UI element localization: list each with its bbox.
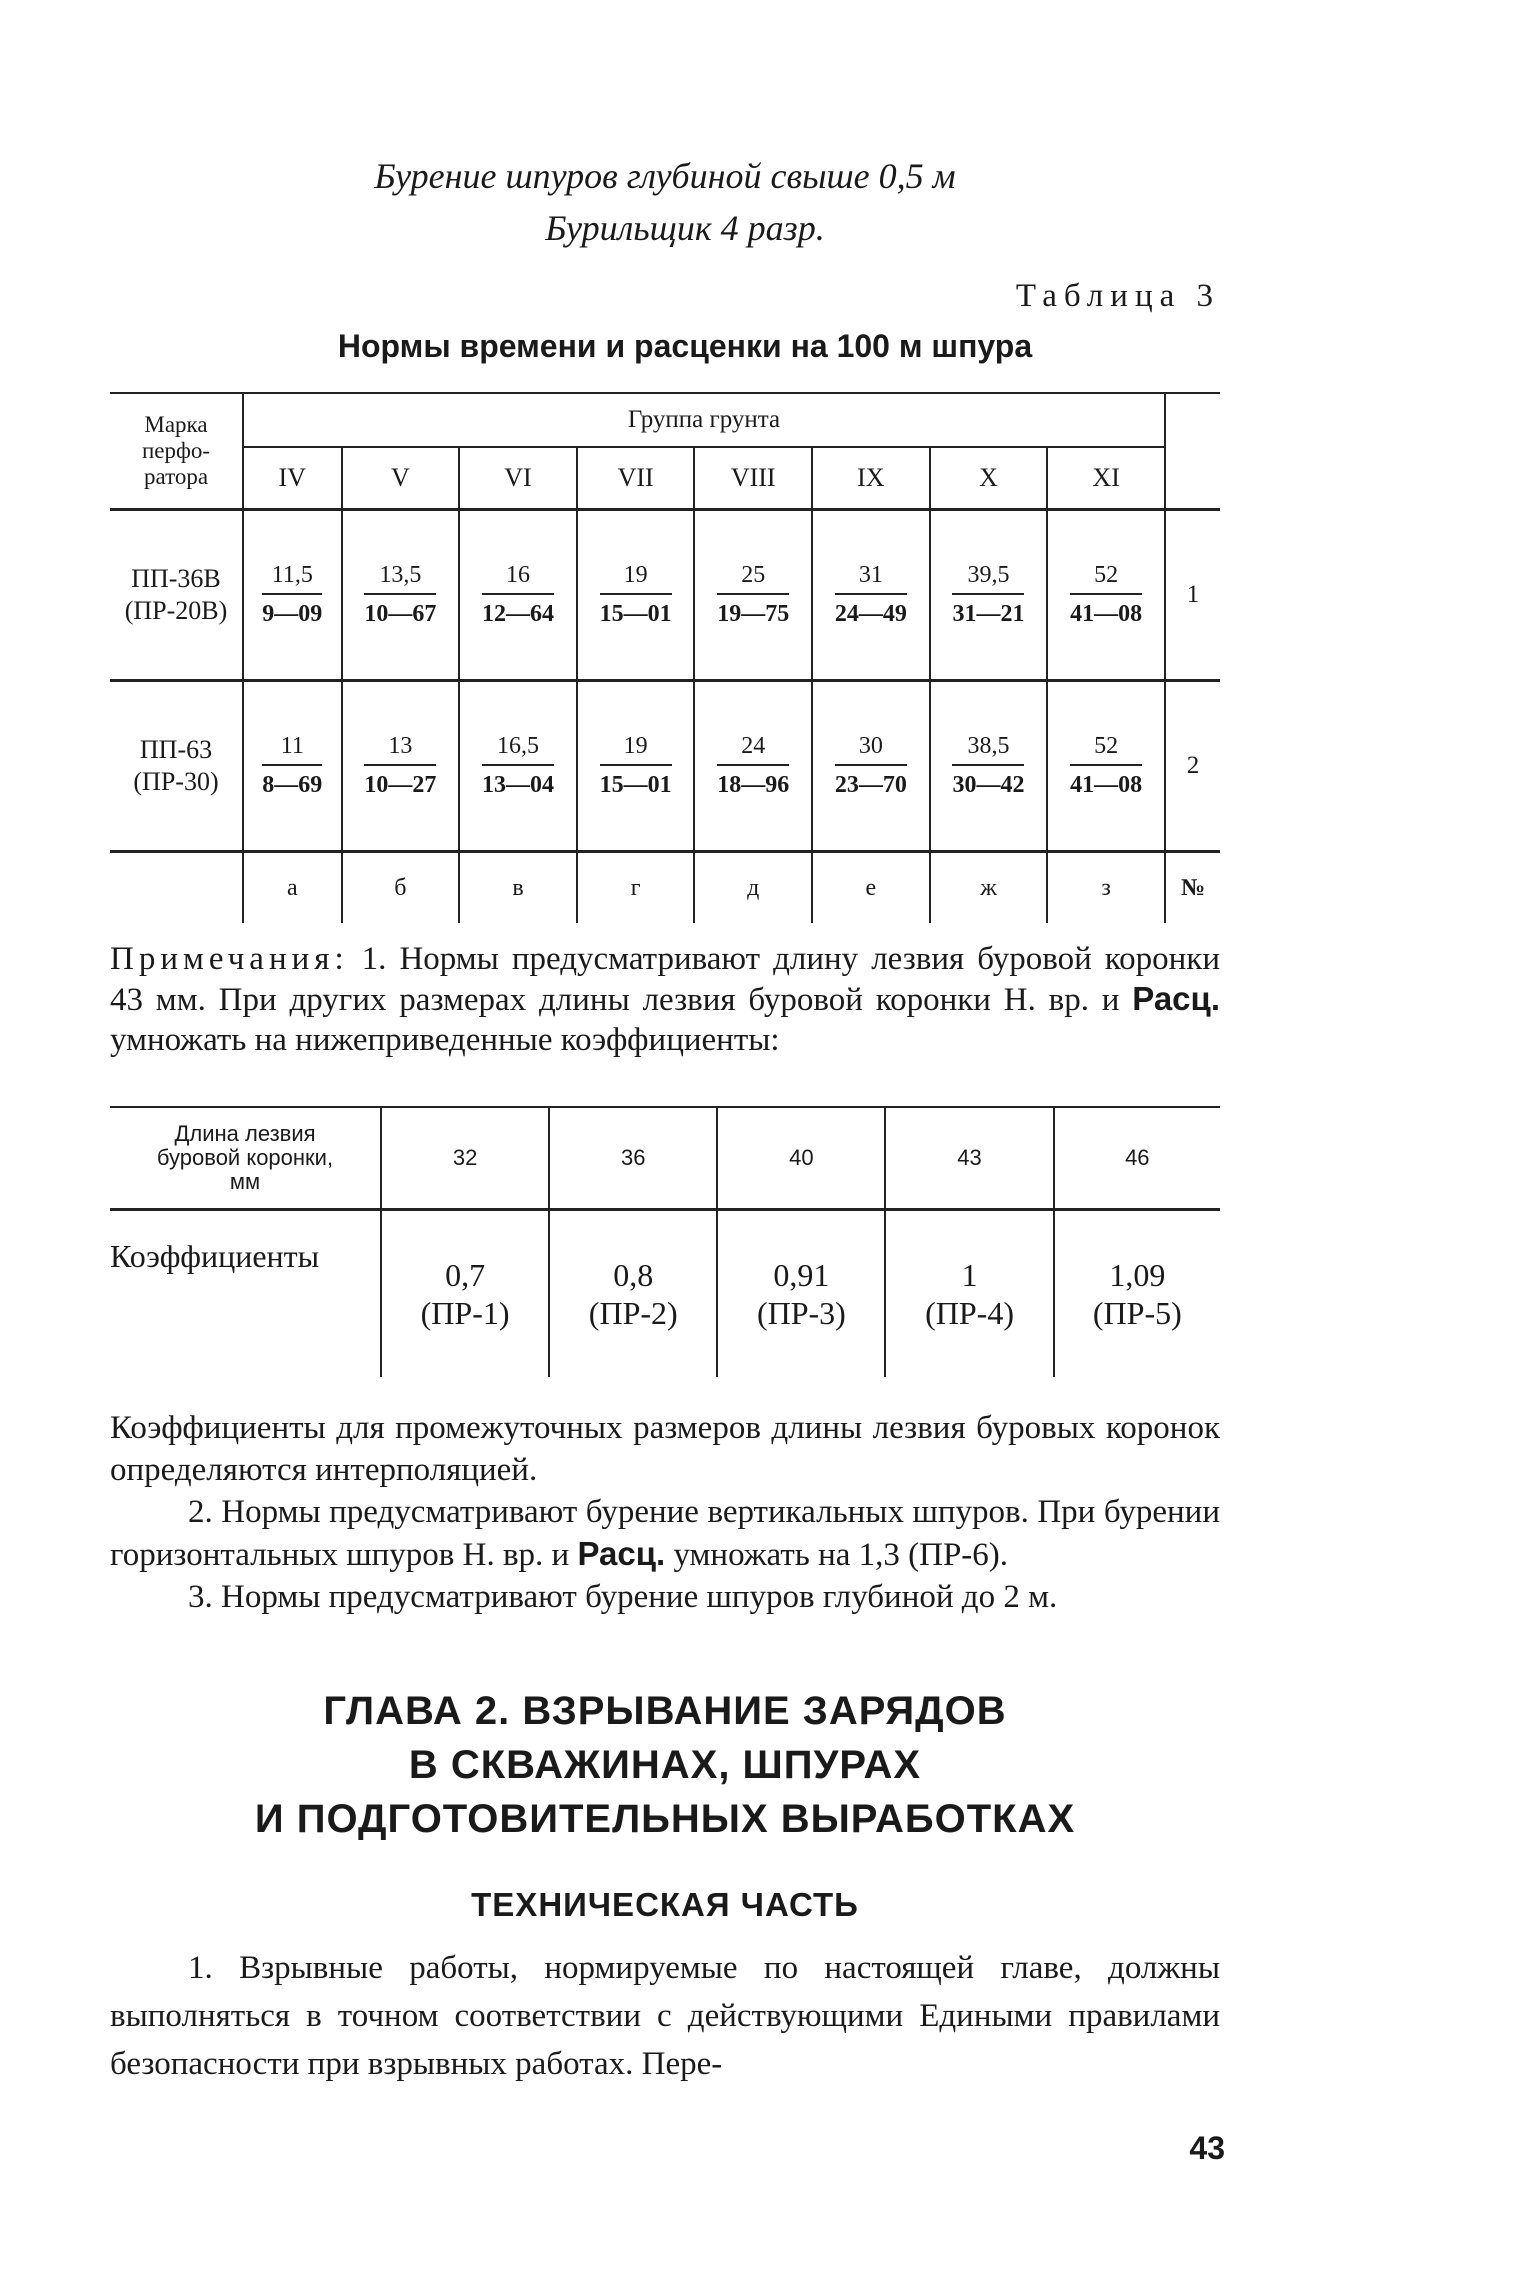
table-row [110,510,1220,681]
section-title: ТЕХНИЧЕСКАЯ ЧАСТЬ [471,1886,859,1923]
coeff-value: 0,7 [445,1257,486,1293]
coeff-cell [885,1210,1053,1378]
price-value: 41—08 [1070,601,1143,627]
norm-value: 13,5 [364,562,436,595]
letter-e: е [812,852,930,924]
after-notes [110,1407,1220,1618]
norm-value: 16,5 [482,733,554,766]
norm-value: 52 [1070,733,1142,766]
norm-value: 25 [717,562,789,595]
length-value: 43 [885,1107,1053,1210]
table-label: Таблица 3 [1015,278,1220,314]
length-value: 32 [381,1107,549,1210]
letter-zh: ж [930,852,1048,924]
coeff-code: (ПР-4) [925,1295,1014,1331]
coeff-cell [549,1210,717,1378]
chapter-title [110,1684,1220,1846]
chapter-title-l1: ГЛАВА 2. ВЗРЫВАНИЕ ЗАРЯДОВ [323,1689,1007,1733]
coeff-code: (ПР-2) [588,1295,678,1331]
letter-b: б [342,852,460,924]
norm-value: 30 [835,733,907,766]
norm-value: 19 [600,562,672,595]
norm-value: 11,5 [262,562,322,595]
note-2 [110,1491,1220,1576]
note-2-part-b: умножать на 1,3 (ПР-6). [665,1537,1009,1573]
notes-label: Примечания: [110,941,349,977]
price-value: 19—75 [717,601,790,627]
price-value: 10—67 [364,601,437,627]
norm-cell [694,681,812,852]
norm-cell [1047,510,1165,681]
chapter-title-l2: В СКВАЖИНАХ, ШПУРАХ [408,1743,922,1787]
group-header: Группа грунта [243,393,1165,447]
brand-header-l2: перфо- [141,438,211,463]
norm-value: 52 [1070,562,1142,595]
subheading-drilling: Бурение шпуров глубиной свыше 0,5 м [374,156,956,196]
norm-cell [577,510,695,681]
price-value: 23—70 [834,772,907,798]
length-value: 40 [717,1107,885,1210]
price-value: 31—21 [952,601,1025,627]
norm-cell [459,681,577,852]
page-number: 43 [1189,2130,1225,2166]
price-value: 12—64 [481,601,554,627]
price-value: 30—42 [952,772,1025,798]
norm-cell [694,510,812,681]
norm-value: 16 [482,562,554,595]
brand-code: (ПР-20В) [124,596,228,625]
body-paragraph: 1. Взрывные работы, нормируемые по настоящей главе, должны выполняться в точном соответствии с действующими Едиными правилами безопасности при взрывных работах. Пере- [110,1950,1220,2082]
coeff-value: 1,09 [1109,1257,1166,1293]
subheading-driller: Бурильщик 4 разр. [545,208,825,248]
note-3: 3. Нормы предусматривают бурение шпуров глубиной до 2 м. [188,1579,1058,1615]
row-number: 1 [1165,510,1220,681]
coeff-cell [381,1210,549,1378]
norm-cell [577,681,695,852]
letter-v: в [459,852,577,924]
note-1-rasc: Расц. [1132,980,1220,1017]
letters-row [110,852,1220,924]
brand-header-l3: ратора [143,464,209,489]
price-value: 18—96 [717,772,790,798]
price-value: 13—04 [481,772,554,798]
coeff-value: 1 [961,1257,978,1293]
group-vi: VI [459,447,577,510]
coeff-label: Коэффициенты [110,1210,381,1378]
coefficients-table [110,1106,1220,1377]
norm-value: 19 [600,733,672,766]
letters-blank [110,852,243,924]
note-2-part-a: 2. Нормы предусматривают бурение вертикальных шпуров. При бурении горизонтальных шпуров Н. вр. и [110,1494,1220,1573]
group-ix: IX [812,447,930,510]
price-value: 15—01 [599,601,672,627]
group-v: V [342,447,460,510]
table-title: Нормы времени и расценки на 100 м шпура [337,328,1033,364]
norm-value: 11 [262,733,322,766]
norm-cell [342,681,460,852]
length-header-l3: мм [229,1169,261,1194]
norm-cell [459,510,577,681]
length-header-l1: Длина лезвия [174,1121,316,1146]
brand-code: (ПР-30) [133,767,219,796]
note-1-part-b: умножать на нижеприведенные коэффициенты: [110,1022,780,1058]
brand-cell [110,510,243,681]
note-2-rasc: Расц. [577,1535,666,1572]
price-value: 10—27 [364,772,437,798]
length-header-l2: буровой коронки, [156,1145,334,1170]
number-sign: № [1165,852,1220,924]
price-value: 8—69 [262,772,323,798]
rowno-header [1165,393,1220,510]
table-row [110,681,1220,852]
group-xi: XI [1047,447,1165,510]
coeff-cell [1054,1210,1220,1378]
length-value: 36 [549,1107,717,1210]
norm-cell [243,510,342,681]
coeff-code: (ПР-3) [756,1295,846,1331]
notes-paragraph [110,939,1220,1060]
group-iv: IV [243,447,342,510]
brand-header-l1: Марка [144,412,208,437]
norm-cell [812,510,930,681]
interpolation-note: Коэффициенты для промежуточных размеров длины лезвия буровых коронок определяются интерполяцией. [110,1410,1220,1488]
brand-name: ПП-63 [139,735,213,764]
group-x: X [930,447,1048,510]
brand-header [110,393,243,510]
length-header [110,1107,381,1210]
group-vii: VII [577,447,695,510]
document-page [110,150,1220,2121]
price-value: 9—09 [262,601,323,627]
coeff-code: (ПР-1) [420,1295,510,1331]
norm-value: 24 [717,733,789,766]
norm-cell [243,681,342,852]
norm-value: 31 [835,562,907,595]
norm-value: 38,5 [952,733,1024,766]
length-value: 46 [1054,1107,1220,1210]
note-1-part-a: 1. Нормы предусматривают длину лезвия буровой коронки 43 мм. При других размерах длины лезвия буровой коронки Н. вр. и [110,941,1220,1018]
letter-a: а [243,852,342,924]
letter-d: д [694,852,812,924]
price-value: 24—49 [834,601,907,627]
price-value: 15—01 [599,772,672,798]
coeff-value: 0,91 [773,1257,830,1293]
brand-cell [110,681,243,852]
coeff-code: (ПР-5) [1092,1295,1182,1331]
norm-cell [1047,681,1165,852]
brand-name: ПП-36В [131,564,221,593]
norm-cell [930,510,1048,681]
norm-cell [812,681,930,852]
group-viii: VIII [694,447,812,510]
norm-cell [930,681,1048,852]
price-value: 41—08 [1070,772,1143,798]
chapter-title-l3: И ПОДГОТОВИТЕЛЬНЫХ ВЫРАБОТКАХ [254,1797,1076,1841]
letter-g: г [577,852,695,924]
norm-value: 13 [364,733,436,766]
norms-table [110,392,1220,923]
coeff-cell [717,1210,885,1378]
coeff-value: 0,8 [613,1257,654,1293]
norm-cell [342,510,460,681]
letter-z: з [1047,852,1165,924]
norm-value: 39,5 [952,562,1024,595]
row-number: 2 [1165,681,1220,852]
